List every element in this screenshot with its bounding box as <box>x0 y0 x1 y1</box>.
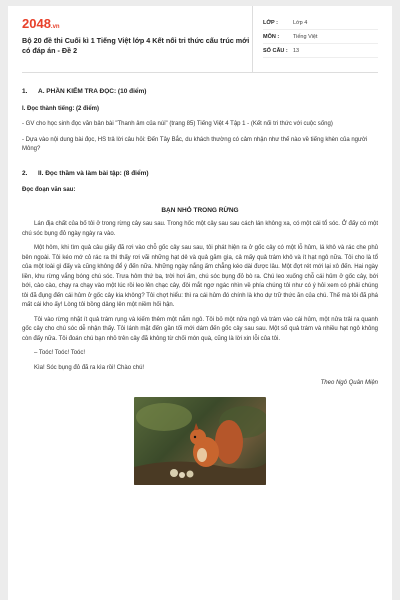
squirrel-image <box>134 397 266 485</box>
section-1-heading <box>22 87 378 97</box>
section-2-subheading: Đọc đoạn văn sau: <box>22 187 76 193</box>
section-1-paragraph-2: - Dựa vào nội dung bài đọc, HS trả lời câu hỏi: Đến Tây Bắc, du khách thường có cảm nhận như thế nào về tiếng khèn của người Mông? <box>22 136 368 152</box>
section-number: 2. <box>22 169 28 177</box>
document-title: Bộ 20 đề thi Cuối kì 1 Tiếng Việt lớp 4 Kết nối tri thức cấu trúc mới có đáp án - Đề 2 <box>22 36 250 55</box>
section-title: A. PHẦN KIỂM TRA ĐỌC: (10 điểm) <box>38 88 147 95</box>
meta-row-class <box>263 16 378 30</box>
story-paragraph: Tôi vào rừng nhặt ít quả trám rụng và kiếm thêm một nắm ngô. Tôi bỏ một nửa ngô và trám vào cái hủm, một nửa trải ra quanh gốc cây cho chú sóc dễ nhận thấy. Tôi lánh mặt đến gần tối mới dám đến gốc cây sau sau. Một số quả trám và nhiều hạt ngô không còn đấy nữa. Tôi đoán chú bạn nhỏ trên cây đã không từ chối món quà, cũng là lời xin lỗi của tôi. <box>22 316 378 342</box>
section-title: II. Đọc thầm và làm bài tập: (8 điểm) <box>38 169 149 177</box>
section-1-subheading: I. Đọc thành tiếng: (2 điểm) <box>22 105 100 112</box>
logo-text: 2048 <box>22 16 51 31</box>
section-number: 1. <box>22 88 28 95</box>
squirrel-photo <box>134 397 266 485</box>
meta-row-subject <box>263 30 378 44</box>
story-paragraph: Lán địa chất của bố tôi ở trong rừng cây sau sau. Trong hốc một cây sau sau cách lán không xa, có một cái tổ sóc. Ở đấy có một chú sóc bụng đỏ ngày ngày ra vào. <box>22 221 378 237</box>
story-author: Theo Ngô Quân Miện <box>320 380 378 386</box>
story-paragraph: Kìa! Sóc bụng đỏ đã ra kìa rồi! Chào chú! <box>34 364 145 371</box>
section-2-heading <box>22 169 378 179</box>
document-header <box>22 6 378 73</box>
meta-table <box>252 6 378 72</box>
meta-row-question-count <box>263 44 378 58</box>
meta-key: SỐ CÂU : <box>263 47 288 54</box>
story-title: BẠN NHỎ TRONG RỪNG <box>161 206 239 214</box>
logo-suffix: .vn <box>50 24 60 30</box>
story-paragraph: Một hôm, khi tìm quả câu giấy đã rơi vào chỗ gốc cây sau sau, tôi phát hiện ra ở gốc cây có một lỗ hủm, lá khô và rác che phủ bên ngoài. Tôi kéo mớ cỏ rác ra thì thấy rơi vãi những hạt dẻ và quả găm gìa, cả mấy quả trám khô và ít hạt ngô nữa. Tôi cho là tổ của một loài gì đấy và cũng không để ý đến nữa. Những ngày nắng ấm chẳng kéo dài được lâu. Một đợt rét mới lại xô đến. Hai ngày liền, khu rừng vắng bóng chú sóc. Trưa hôm thứ ba, trời hơi ấm, chú sóc bụng đỏ bò ra. Chú leo xuống chỗ cái hủm ở gốc cây, bới bới, cào cào, chạy ra chạy vào một lúc rồi leo lên chạc cây, đôi mắt ngơ ngác nhìn về phía chúng tôi như có ý hỏi xem có phải chúng tôi đã đụng đến cái hủm ở gốc cây kia không? Tôi chợt hiểu: thì ra cái hủm đó chính là kho dự trữ thức ăn của chú. Thế mà tôi đã phá mất cái kho ấy! Lòng tôi bồng dâng lên một niềm hối hận. <box>22 245 378 308</box>
meta-key: LỚP : <box>263 19 278 26</box>
meta-key: MÔN : <box>263 33 280 40</box>
story-paragraph: – Toóc! Toóc! Toóc! <box>34 350 86 356</box>
header-left <box>22 6 252 72</box>
site-logo[interactable] <box>22 16 252 31</box>
meta-value: Tiếng Việt <box>293 33 318 40</box>
section-1-paragraph-1: - GV cho học sinh đọc văn bản bài "Thanh âm của núi" (trang 85) Tiếng Việt 4 Tập 1 - (Kết nối tri thức với cuộc sống) <box>22 121 333 127</box>
meta-value: 13 <box>293 47 300 54</box>
document-page <box>8 6 392 600</box>
document-content <box>22 87 378 485</box>
meta-value: Lớp 4 <box>293 19 308 26</box>
